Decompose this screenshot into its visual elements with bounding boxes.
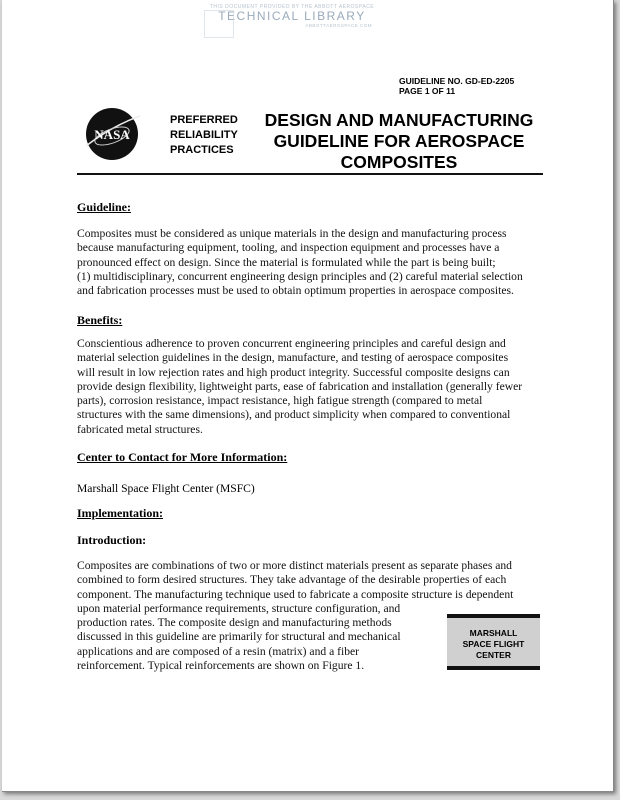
document-header [399, 76, 514, 96]
text-line: component. The manufacturing technique used to fabricate a composite structure is dependent [77, 587, 514, 601]
marshall-center-box [447, 614, 540, 670]
guideline-paragraph [77, 227, 523, 298]
text-line: Composites must be considered as unique materials in the design and manufacturing process [77, 227, 507, 240]
title-line: COMPOSITES [340, 152, 458, 172]
text-line: reinforcement. Typical reinforcements are shown on Figure 1. [77, 659, 365, 673]
text-line: will result in low rejection rates and high product integrity. Successful composite designs can [77, 365, 510, 379]
text-line: applications and are composed of a resin (matrix) and a fiber [77, 644, 360, 658]
svg-text:NASA: NASA [94, 127, 130, 142]
center-box-line: SPACE FLIGHT [462, 639, 525, 649]
header-rule [77, 173, 543, 175]
contact-heading: Center to Contact for More Information: [77, 450, 288, 464]
watermark-url: ABBOTTAEROSPACE.COM [305, 23, 372, 28]
library-logo-icon [204, 10, 234, 38]
benefits-heading: Benefits: [77, 313, 123, 327]
text-line: material selection guidelines in the design, manufacture, and testing of aerospace composites [77, 351, 509, 365]
title-line: GUIDELINE FOR AEROSPACE [273, 131, 525, 151]
program-line: PREFERRED [170, 114, 238, 126]
text-line: and fabrication processes must be used to obtain optimum properties in aerospace composites. [77, 284, 514, 298]
text-line: combined to form desired structures. They take advantage of the desirable properties of each [77, 573, 507, 587]
text-line: parts), corrosion resistance, impact resistance, high fatigue strength (compared to metal [77, 394, 483, 408]
text-line: Composites are combinations of two or more distinct materials present as separate phases and [77, 559, 512, 572]
title-line: DESIGN AND MANUFACTURING [264, 110, 534, 130]
watermark [202, 4, 382, 40]
text-line: production rates. The composite design and manufacturing methods [77, 616, 392, 630]
text-line: provide design flexibility, lightweight parts, ease of fabrication and installation (generally fewer [77, 379, 523, 393]
document-title [254, 110, 544, 173]
guideline-heading: Guideline: [77, 200, 132, 214]
center-box-line: MARSHALL [469, 628, 518, 638]
program-name [170, 113, 238, 158]
text-line: upon material performance requirements, structure configuration, and [77, 601, 401, 615]
contact-center: Marshall Space Flight Center (MSFC) [77, 482, 255, 495]
watermark-top: THIS DOCUMENT PROVIDED BY THE ABBOTT AEROSPACE [209, 4, 375, 10]
program-line: PRACTICES [170, 144, 234, 156]
text-line: because manufacturing equipment, tooling, and inspection equipment and processes have a [77, 241, 500, 255]
implementation-heading: Implementation: [77, 506, 163, 520]
document-page [2, 0, 614, 792]
introduction-heading: Introduction: [77, 533, 147, 547]
guideline-number: GUIDELINE NO. GD-ED-2205 [399, 76, 515, 86]
nasa-logo-icon [82, 106, 142, 162]
program-line: RELIABILITY [170, 129, 238, 141]
benefits-paragraph [77, 337, 522, 437]
text-line: Conscientious adherence to proven concurrent engineering principles and careful design and [77, 337, 506, 350]
text-line: fabricated metal structures. [77, 422, 203, 436]
center-box-line: CENTER [476, 650, 511, 660]
text-line: (1) multidisciplinary, concurrent engineering design principles and (2) careful material selection [77, 269, 523, 283]
page-number: PAGE 1 OF 11 [399, 86, 456, 96]
text-line: structures with the same dimensions), and product simplicity when compared to conventional [77, 408, 511, 422]
watermark-main: TECHNICAL LIBRARY [218, 9, 366, 23]
text-line: pronounced effect on design. Since the material is formulated while the part is being built; [77, 255, 496, 269]
text-line: discussed in this guideline are primarily for structural and mechanical [77, 630, 401, 644]
